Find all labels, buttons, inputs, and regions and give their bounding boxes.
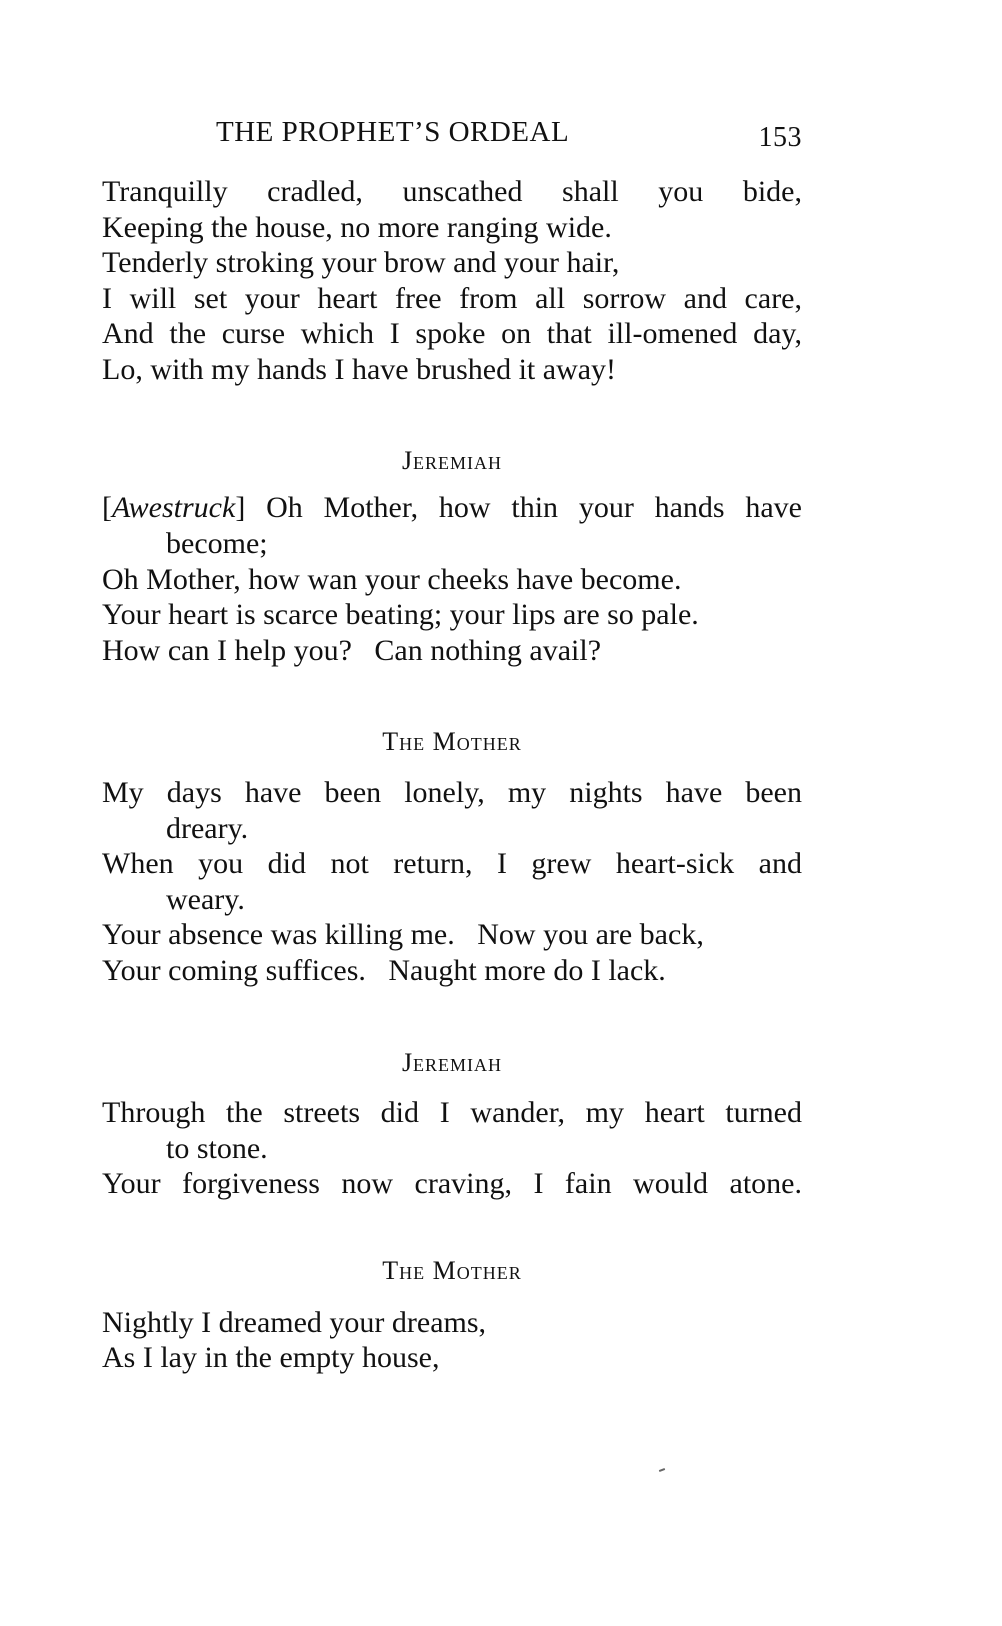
- verse-line-continuation: weary.: [166, 883, 245, 916]
- running-head: [102, 116, 802, 156]
- verse-line: [Awestruck] Oh Mother, how thin your hands have: [102, 491, 802, 524]
- verse-line-continuation: to stone.: [166, 1132, 268, 1165]
- verse-line-text: Oh Mother, how thin your hands have: [266, 491, 802, 524]
- page-number: 153: [758, 122, 802, 153]
- verse-line: Oh Mother, how wan your cheeks have become.: [102, 563, 682, 596]
- verse-line: My days have been lonely, my nights have been: [102, 776, 802, 809]
- speaker-name: Jeremiah: [401, 1048, 503, 1077]
- verse-line: Your coming suffices. Naught more do I lack.: [102, 954, 666, 987]
- speaker-name: The Mother: [382, 727, 522, 756]
- verse-line: Through the streets did I wander, my heart turned: [102, 1096, 802, 1129]
- stage-direction: Awestruck: [112, 491, 236, 524]
- verse-line: When you did not return, I grew heart-sick and: [102, 847, 802, 880]
- speaker-name: Jeremiah: [401, 446, 503, 475]
- verse-line: And the curse which I spoke on that ill-omened day,: [102, 317, 802, 350]
- running-title: THE PROPHET’S ORDEAL: [216, 116, 570, 148]
- verse-line-continuation: become;: [166, 527, 268, 560]
- verse-line: Keeping the house, no more ranging wide.: [102, 211, 612, 244]
- verse-line: Your absence was killing me. Now you are back,: [102, 918, 704, 951]
- verse-line: Tenderly stroking your brow and your hair,: [102, 246, 620, 279]
- verse-line-continuation: dreary.: [166, 812, 249, 845]
- speaker-name: The Mother: [382, 1256, 522, 1285]
- verse-line: As I lay in the empty house,: [102, 1341, 440, 1374]
- verse-line: Your heart is scarce beating; your lips are so pale.: [102, 598, 699, 631]
- verse-line: How can I help you? Can nothing avail?: [102, 634, 602, 667]
- verse-line: Lo, with my hands I have brushed it away!: [102, 353, 617, 386]
- verse-line: Tranquilly cradled, unscathed shall you bide,: [102, 175, 802, 208]
- verse-line: I will set your heart free from all sorrow and care,: [102, 282, 802, 315]
- verse-line: Nightly I dreamed your dreams,: [102, 1306, 487, 1339]
- verse-line: Your forgiveness now craving, I fain would atone.: [102, 1167, 802, 1200]
- ink-speck: [659, 1468, 665, 1472]
